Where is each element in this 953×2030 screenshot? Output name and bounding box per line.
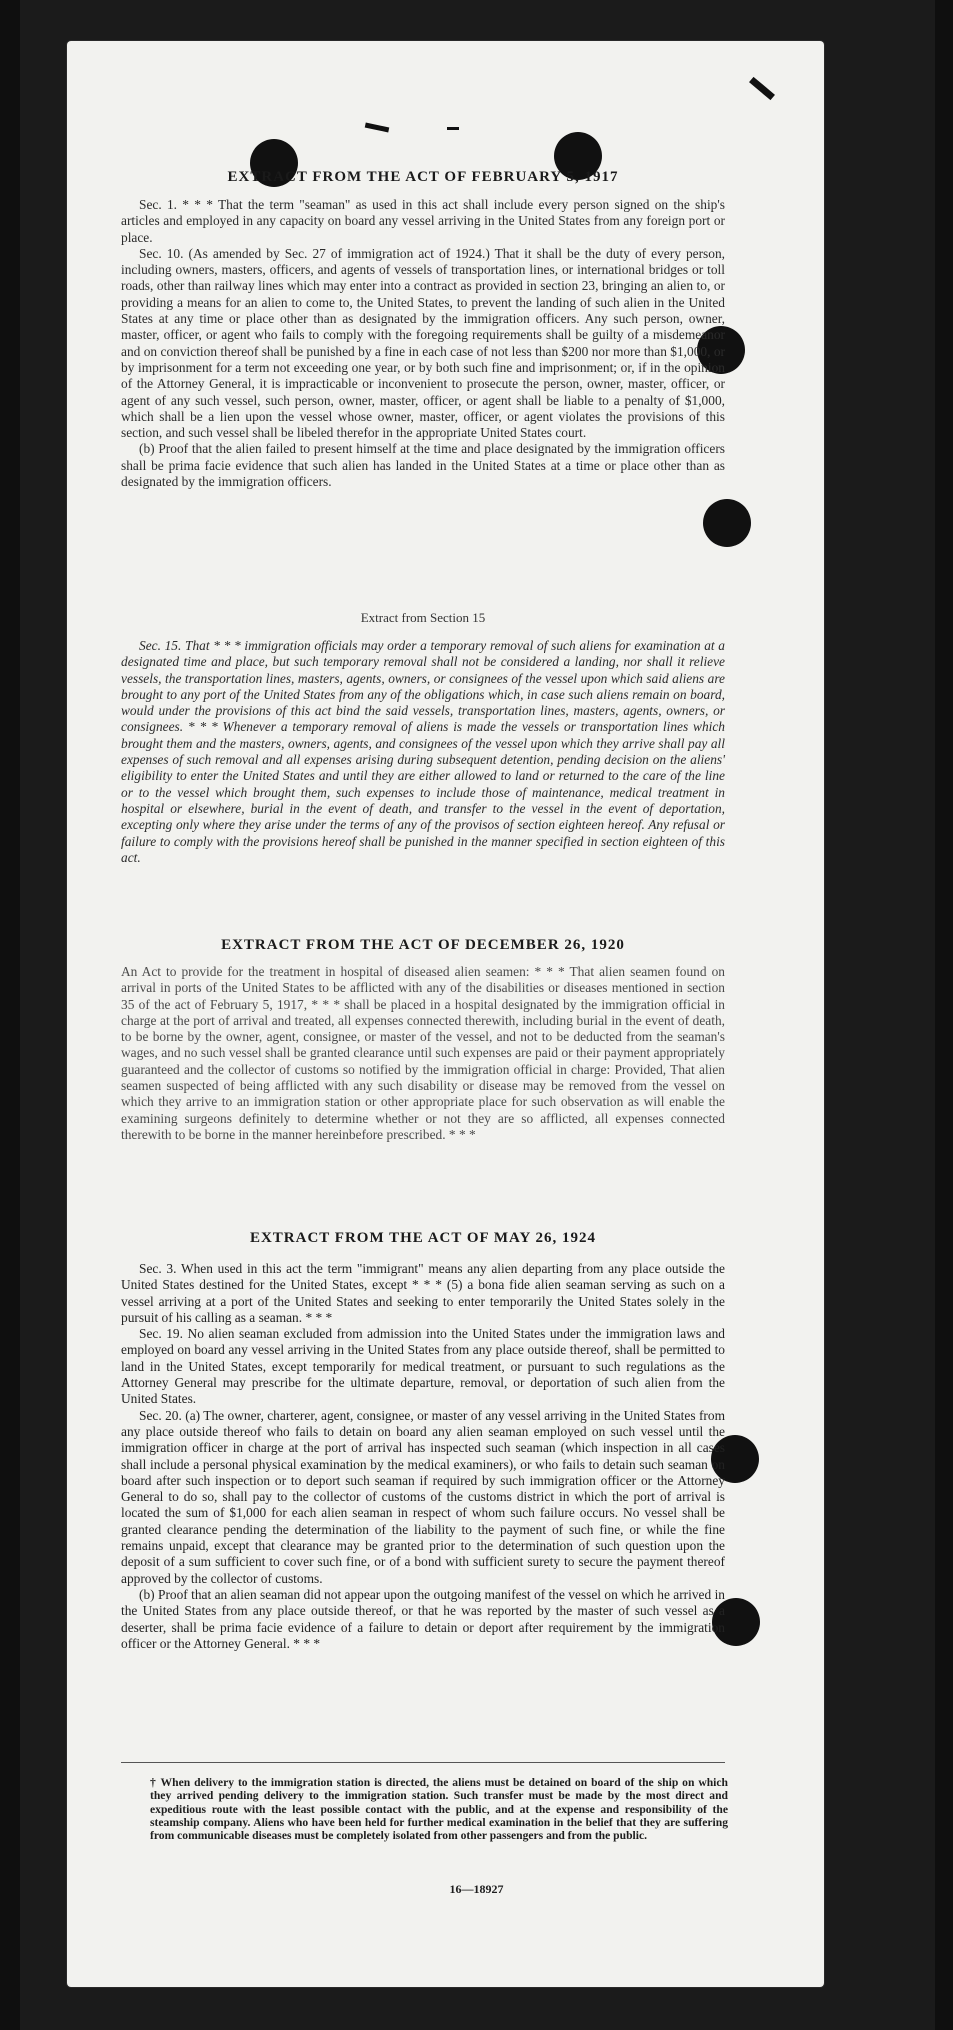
section-heading: Extract from Section 15 (360, 610, 486, 625)
paragraph: Sec. 10. (As amended by Sec. 27 of immigration act of 1924.) That it shall be the duty of every person, including owners, masters, officers, and agents of vessels of transportation lines, or international bridges or toll roads, other than railway lines which may enter into a contract as provided in section 23, bringing an alien to, or providing a means for an alien to come to, the United States, to prevent the landing of such alien in the United States at any time or place other than as designated by the immigration officers. Any such person, owner, master, officer, or agent who fails to comply with the foregoing requirements shall be guilty of a misdemeanor and on conviction thereof shall be punished by a fine in each case of not less than $200 nor more than $1,000, or by imprisonment for a term not exceeding one year, or by both such fine and imprisonment; or, if in the opinion of the Attorney General, it is impracticable or inconvenient to prosecute the person, owner, master, officer, or agent of any such vessel, such person, owner, master, officer, or agent shall be liable to a penalty of $1,000, which shall be a lien upon the vessel whose owner, master, officer, or agent violates the provisions of this section, and such vessel shall be libeled therefor in the appropriate United States court. (121, 245, 725, 441)
paragraph: (b) Proof that the alien failed to present himself at the time and place designated by the immigration officers shall be prima facie evidence that such alien has landed in the United States at a time or place other than as designated by the immigration officers. (121, 441, 725, 490)
paragraph: Sec. 19. No alien seaman excluded from admission into the United States under the immigration laws and employed on board any vessel arriving in the United States from any place outside thereof, shall be permitted to land in the United States, except temporarily for medical treatment, or pursuant to such regulations as the Attorney General may prescribe for the ultimate departure, removal, or deportation of such alien from the United States. (121, 1326, 725, 1407)
paragraph: Sec. 20. (a) The owner, charterer, agent, consignee, or master of any vessel arriving in the United States from any place outside thereof who fails to detain on board any alien seaman employed on such vessel until the immigration officer in charge at the port of arrival has inspected such seaman (which inspection in all cases shall include a personal physical examination by the medical examiners), or who fails to detain such seaman on board after such inspection or to deport such seaman if required by such immigration officer or the Attorney General to do so, shall pay to the collector of customs of the customs district in which the port of arrival is located the sum of $1,000 for each alien seaman in respect of whom such failure occurs. No vessel shall be granted clearance pending the determination of the liability to the payment of such fine, or while the fine remains unpaid, except that clearance may be granted prior to the determination of such question upon the deposit of a sum sufficient to cover such fine, or of a bond with sufficient surety to secure the payment thereof approved by the collector of customs. (121, 1407, 725, 1586)
section-feb-1917-body (121, 197, 725, 490)
paragraph: Sec. 3. When used in this act the term "immigrant" means any alien departing from any place outside the United States destined for the United States, except * * * (5) a bona fide alien seaman serving as such on a vessel arriving at a port of the United States and seeking to enter temporarily the United States solely in the pursuit of his calling as a seaman. * * * (121, 1261, 725, 1325)
section-may-1924 (121, 1230, 725, 1247)
section-15-body (121, 638, 725, 866)
punch-hole (703, 499, 751, 547)
footnote: † When delivery to the immigration station is directed, the aliens must be detained on board of the ship on which they arrived pending delivery to the immigration station. Such transfer must be made by the most direct and expeditious route with the least possible contact with the public, and at the expense and responsibility of the steamship company. Aliens who have been held for further medical examination in the belief that they are suffering from communicable diseases must be completely isolated from other passengers and from the public. (150, 1776, 728, 1843)
page-number: 16—18927 (449, 1882, 504, 1896)
section-feb-1917 (121, 169, 725, 186)
ink-speck (749, 77, 775, 100)
footnote-divider (121, 1762, 725, 1763)
paragraph: (b) Proof that an alien seaman did not appear upon the outgoing manifest of the vessel on which he arrived in the United States from any place outside thereof, or that he was reported by the master of such vessel as a deserter, shall be prima facie evidence of a failure to detain or deport after requirement by the immigration officer or the Attorney General. * * * (121, 1586, 725, 1651)
section-dec-1920-body (121, 964, 725, 1143)
section-dec-1920 (121, 937, 725, 954)
section-heading: EXTRACT FROM THE ACT OF MAY 26, 1924 (249, 1230, 597, 1246)
scan-right-edge (935, 0, 953, 2030)
ink-speck (365, 123, 390, 133)
section-may-1924-body (121, 1261, 725, 1652)
section-15 (121, 610, 725, 626)
ink-speck (447, 127, 459, 130)
paragraph: Sec. 1. * * * That the term "seaman" as used in this act shall include every person signed on the ship's articles and employed in any capacity on board any vessel arriving in the United States from any foreign port or place. (121, 197, 725, 245)
section-heading: EXTRACT FROM THE ACT OF FEBRUARY 5, 1917 (227, 169, 619, 185)
section-heading: EXTRACT FROM THE ACT OF DECEMBER 26, 1920 (221, 937, 625, 953)
scan-left-edge (0, 0, 20, 2030)
paragraph: Sec. 15. That * * * immigration officials may order a temporary removal of such aliens for examination at a designated time and place, but such temporary removal shall not be considered a landing, nor shall it relieve vessels, the transportation lines, masters, agents, owners, or consignees of the vessel upon which said aliens are brought to any port of the United States from any of the obligations which, in case such aliens remain on board, would under the provisions of this act bind the said vessels, transportation lines, masters, agents, owners, or consignees. * * * Whenever a temporary removal of aliens is made the vessels or transportation lines which brought them and the masters, owners, agents, and consignees of the vessel upon which they arrive shall pay all expenses of such removal and all expenses arising during subsequent detention, pending decision on the aliens' eligibility to enter the United States and until they are either allowed to land or returned to the care of the line or to the vessel which brought them, such expenses to include those of maintenance, medical treatment in hospital or elsewhere, burial in the event of death, and transfer to the vessel in the event of deportation, excepting only where they arise under the terms of any of the provisos of section eighteen hereof. Any refusal or failure to comply with the provisions hereof shall be punished in the manner specified in section eighteen of this act. (121, 638, 725, 865)
paragraph: An Act to provide for the treatment in hospital of diseased alien seamen: * * * That alien seamen found on arrival in ports of the United States to be afflicted with any of the disabilities or diseases mentioned in section 35 of the act of February 5, 1917, * * * shall be placed in a hospital designated by the immigration official in charge at the port of arrival and treated, all expenses connected therewith, including burial in the event of death, to be borne by the owner, agent, consignee, or master of the vessel, and not to be deducted from the seaman's wages, and no such vessel shall be granted clearance until such expenses are paid or their payment appropriately guaranteed and the collector of customs so notified by the immigration official in charge: Provided, That alien seamen suspected of being afflicted with any such disability or disease may be removed from the vessel on which they arrive to an immigration station or other appropriate place for such observation as will enable the examining surgeons definitely to determine whether or not they are so afflicted, all expenses connected therewith to be borne in the manner hereinbefore prescribed. * * * (121, 964, 725, 1142)
